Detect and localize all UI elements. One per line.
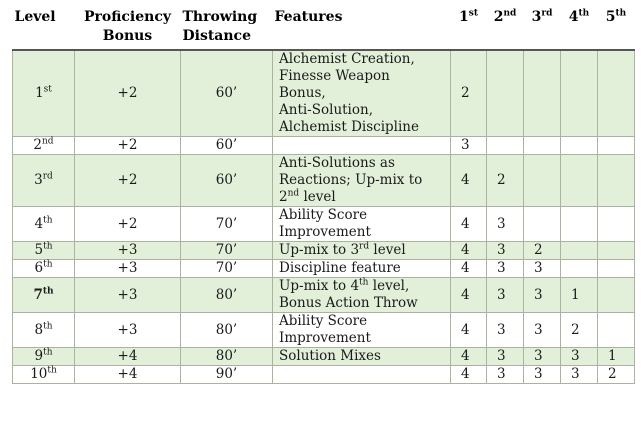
proficiency-cell: +3	[75, 242, 181, 260]
header-proficiency-bonus: Proficiency Bonus	[75, 6, 181, 50]
header-slot-3rd: 3rd	[524, 6, 561, 50]
table-row	[13, 50, 635, 137]
table-row	[13, 207, 635, 242]
feature-line: Ability Score	[279, 313, 368, 329]
slot-cell-4	[561, 207, 598, 242]
slot-cell-5	[598, 242, 635, 260]
slot-cell-1: 4	[451, 278, 487, 313]
features-cell	[273, 207, 451, 242]
table-row	[13, 260, 635, 278]
throwing-distance-cell: 80’	[181, 313, 273, 348]
header-throwing-distance: Throwing Distance	[181, 6, 273, 50]
slot-cell-5	[598, 50, 635, 137]
feature-line: Finesse Weapon	[279, 68, 390, 84]
slot-cell-2: 3	[487, 242, 524, 260]
throwing-distance-cell: 90’	[181, 366, 273, 384]
level-cell: 10th	[13, 366, 75, 384]
proficiency-cell: +2	[75, 155, 181, 207]
slot-cell-2	[487, 137, 524, 155]
level-cell: 4th	[13, 207, 75, 242]
slot-cell-4	[561, 260, 598, 278]
slot-cell-4: 1	[561, 278, 598, 313]
header-slot-4th: 4th	[561, 6, 598, 50]
slot-cell-1: 4	[451, 366, 487, 384]
table-row	[13, 348, 635, 366]
header-slot-5th: 5th	[598, 6, 635, 50]
slot-cell-2: 2	[487, 155, 524, 207]
proficiency-cell: +3	[75, 260, 181, 278]
slot-cell-1: 4	[451, 348, 487, 366]
slot-cell-1: 4	[451, 155, 487, 207]
slot-cell-3: 2	[524, 242, 561, 260]
feature-line: Anti-Solutions as	[279, 155, 395, 171]
level-cell: 5th	[13, 242, 75, 260]
slot-cell-4	[561, 242, 598, 260]
slot-cell-5	[598, 260, 635, 278]
header-level: Level	[13, 6, 75, 50]
feature-line: Ability Score	[279, 207, 368, 223]
slot-cell-2: 3	[487, 278, 524, 313]
throwing-distance-cell: 70’	[181, 242, 273, 260]
slot-cell-3: 3	[524, 260, 561, 278]
slot-cell-1: 4	[451, 313, 487, 348]
throwing-distance-cell: 60’	[181, 155, 273, 207]
slot-cell-5	[598, 313, 635, 348]
feature-line: Solution Mixes	[279, 348, 381, 364]
table-row	[13, 242, 635, 260]
slot-cell-3: 3	[524, 313, 561, 348]
feature-line: 2nd level	[279, 188, 336, 205]
header-slot-1st: 1st	[451, 6, 487, 50]
table-row	[13, 366, 635, 384]
slot-cell-5	[598, 155, 635, 207]
slot-cell-3	[524, 137, 561, 155]
slot-cell-4	[561, 155, 598, 207]
slot-cell-1: 4	[451, 260, 487, 278]
proficiency-cell: +4	[75, 366, 181, 384]
throwing-distance-cell: 60’	[181, 50, 273, 137]
slot-cell-5	[598, 137, 635, 155]
slot-cell-2: 3	[487, 313, 524, 348]
alchemist-progression-table	[12, 6, 635, 384]
slot-cell-4	[561, 50, 598, 137]
feature-line: Up-mix to 3rd level	[279, 241, 406, 258]
throwing-distance-cell: 60’	[181, 137, 273, 155]
feature-line: Bonus,	[279, 85, 326, 101]
feature-line: Up-mix to 4th level,	[279, 277, 410, 294]
slot-cell-3	[524, 155, 561, 207]
throwing-distance-cell: 80’	[181, 278, 273, 313]
proficiency-cell: +2	[75, 207, 181, 242]
slot-cell-5	[598, 278, 635, 313]
features-cell	[273, 348, 451, 366]
slot-cell-3	[524, 50, 561, 137]
slot-cell-4: 3	[561, 348, 598, 366]
level-cell: 2nd	[13, 137, 75, 155]
proficiency-cell: +3	[75, 278, 181, 313]
slot-cell-3: 3	[524, 278, 561, 313]
features-cell	[273, 155, 451, 207]
feature-line: Discipline feature	[279, 260, 401, 276]
slot-cell-1: 2	[451, 50, 487, 137]
slot-cell-5: 1	[598, 348, 635, 366]
proficiency-cell: +3	[75, 313, 181, 348]
table-body	[13, 50, 635, 384]
features-cell	[273, 366, 451, 384]
feature-line: Bonus Action Throw	[279, 295, 418, 311]
feature-line: Alchemist Discipline	[279, 119, 419, 135]
features-cell	[273, 313, 451, 348]
slot-cell-5: 2	[598, 366, 635, 384]
slot-cell-5	[598, 207, 635, 242]
throwing-distance-cell: 70’	[181, 207, 273, 242]
level-cell: 9th	[13, 348, 75, 366]
feature-line: Reactions; Up-mix to	[279, 172, 423, 188]
table-row	[13, 137, 635, 155]
proficiency-cell: +2	[75, 50, 181, 137]
feature-line: Anti-Solution,	[279, 102, 373, 118]
slot-cell-1: 4	[451, 207, 487, 242]
features-cell	[273, 242, 451, 260]
features-cell	[273, 278, 451, 313]
level-cell: 1st	[13, 50, 75, 137]
slot-cell-3	[524, 207, 561, 242]
proficiency-cell: +2	[75, 137, 181, 155]
table-row	[13, 155, 635, 207]
slot-cell-1: 4	[451, 242, 487, 260]
level-cell: 6th	[13, 260, 75, 278]
slot-cell-4: 2	[561, 313, 598, 348]
level-cell: 3rd	[13, 155, 75, 207]
slot-cell-2: 3	[487, 260, 524, 278]
slot-cell-3: 3	[524, 366, 561, 384]
header-slot-2nd: 2nd	[487, 6, 524, 50]
throwing-distance-cell: 70’	[181, 260, 273, 278]
table-row	[13, 278, 635, 313]
slot-cell-1: 3	[451, 137, 487, 155]
level-cell: 8th	[13, 313, 75, 348]
feature-line: Improvement	[279, 330, 371, 346]
header-features: Features	[273, 6, 451, 50]
feature-line: Alchemist Creation,	[279, 51, 415, 67]
table-row	[13, 313, 635, 348]
header-row	[13, 6, 635, 50]
slot-cell-2: 3	[487, 348, 524, 366]
slot-cell-3: 3	[524, 348, 561, 366]
slot-cell-2	[487, 50, 524, 137]
slot-cell-4	[561, 137, 598, 155]
features-cell	[273, 137, 451, 155]
feature-line: Improvement	[279, 224, 371, 240]
features-cell	[273, 260, 451, 278]
features-cell	[273, 50, 451, 137]
slot-cell-2: 3	[487, 207, 524, 242]
throwing-distance-cell: 80’	[181, 348, 273, 366]
level-cell: 7th	[13, 278, 75, 313]
proficiency-cell: +4	[75, 348, 181, 366]
slot-cell-2: 3	[487, 366, 524, 384]
slot-cell-4: 3	[561, 366, 598, 384]
